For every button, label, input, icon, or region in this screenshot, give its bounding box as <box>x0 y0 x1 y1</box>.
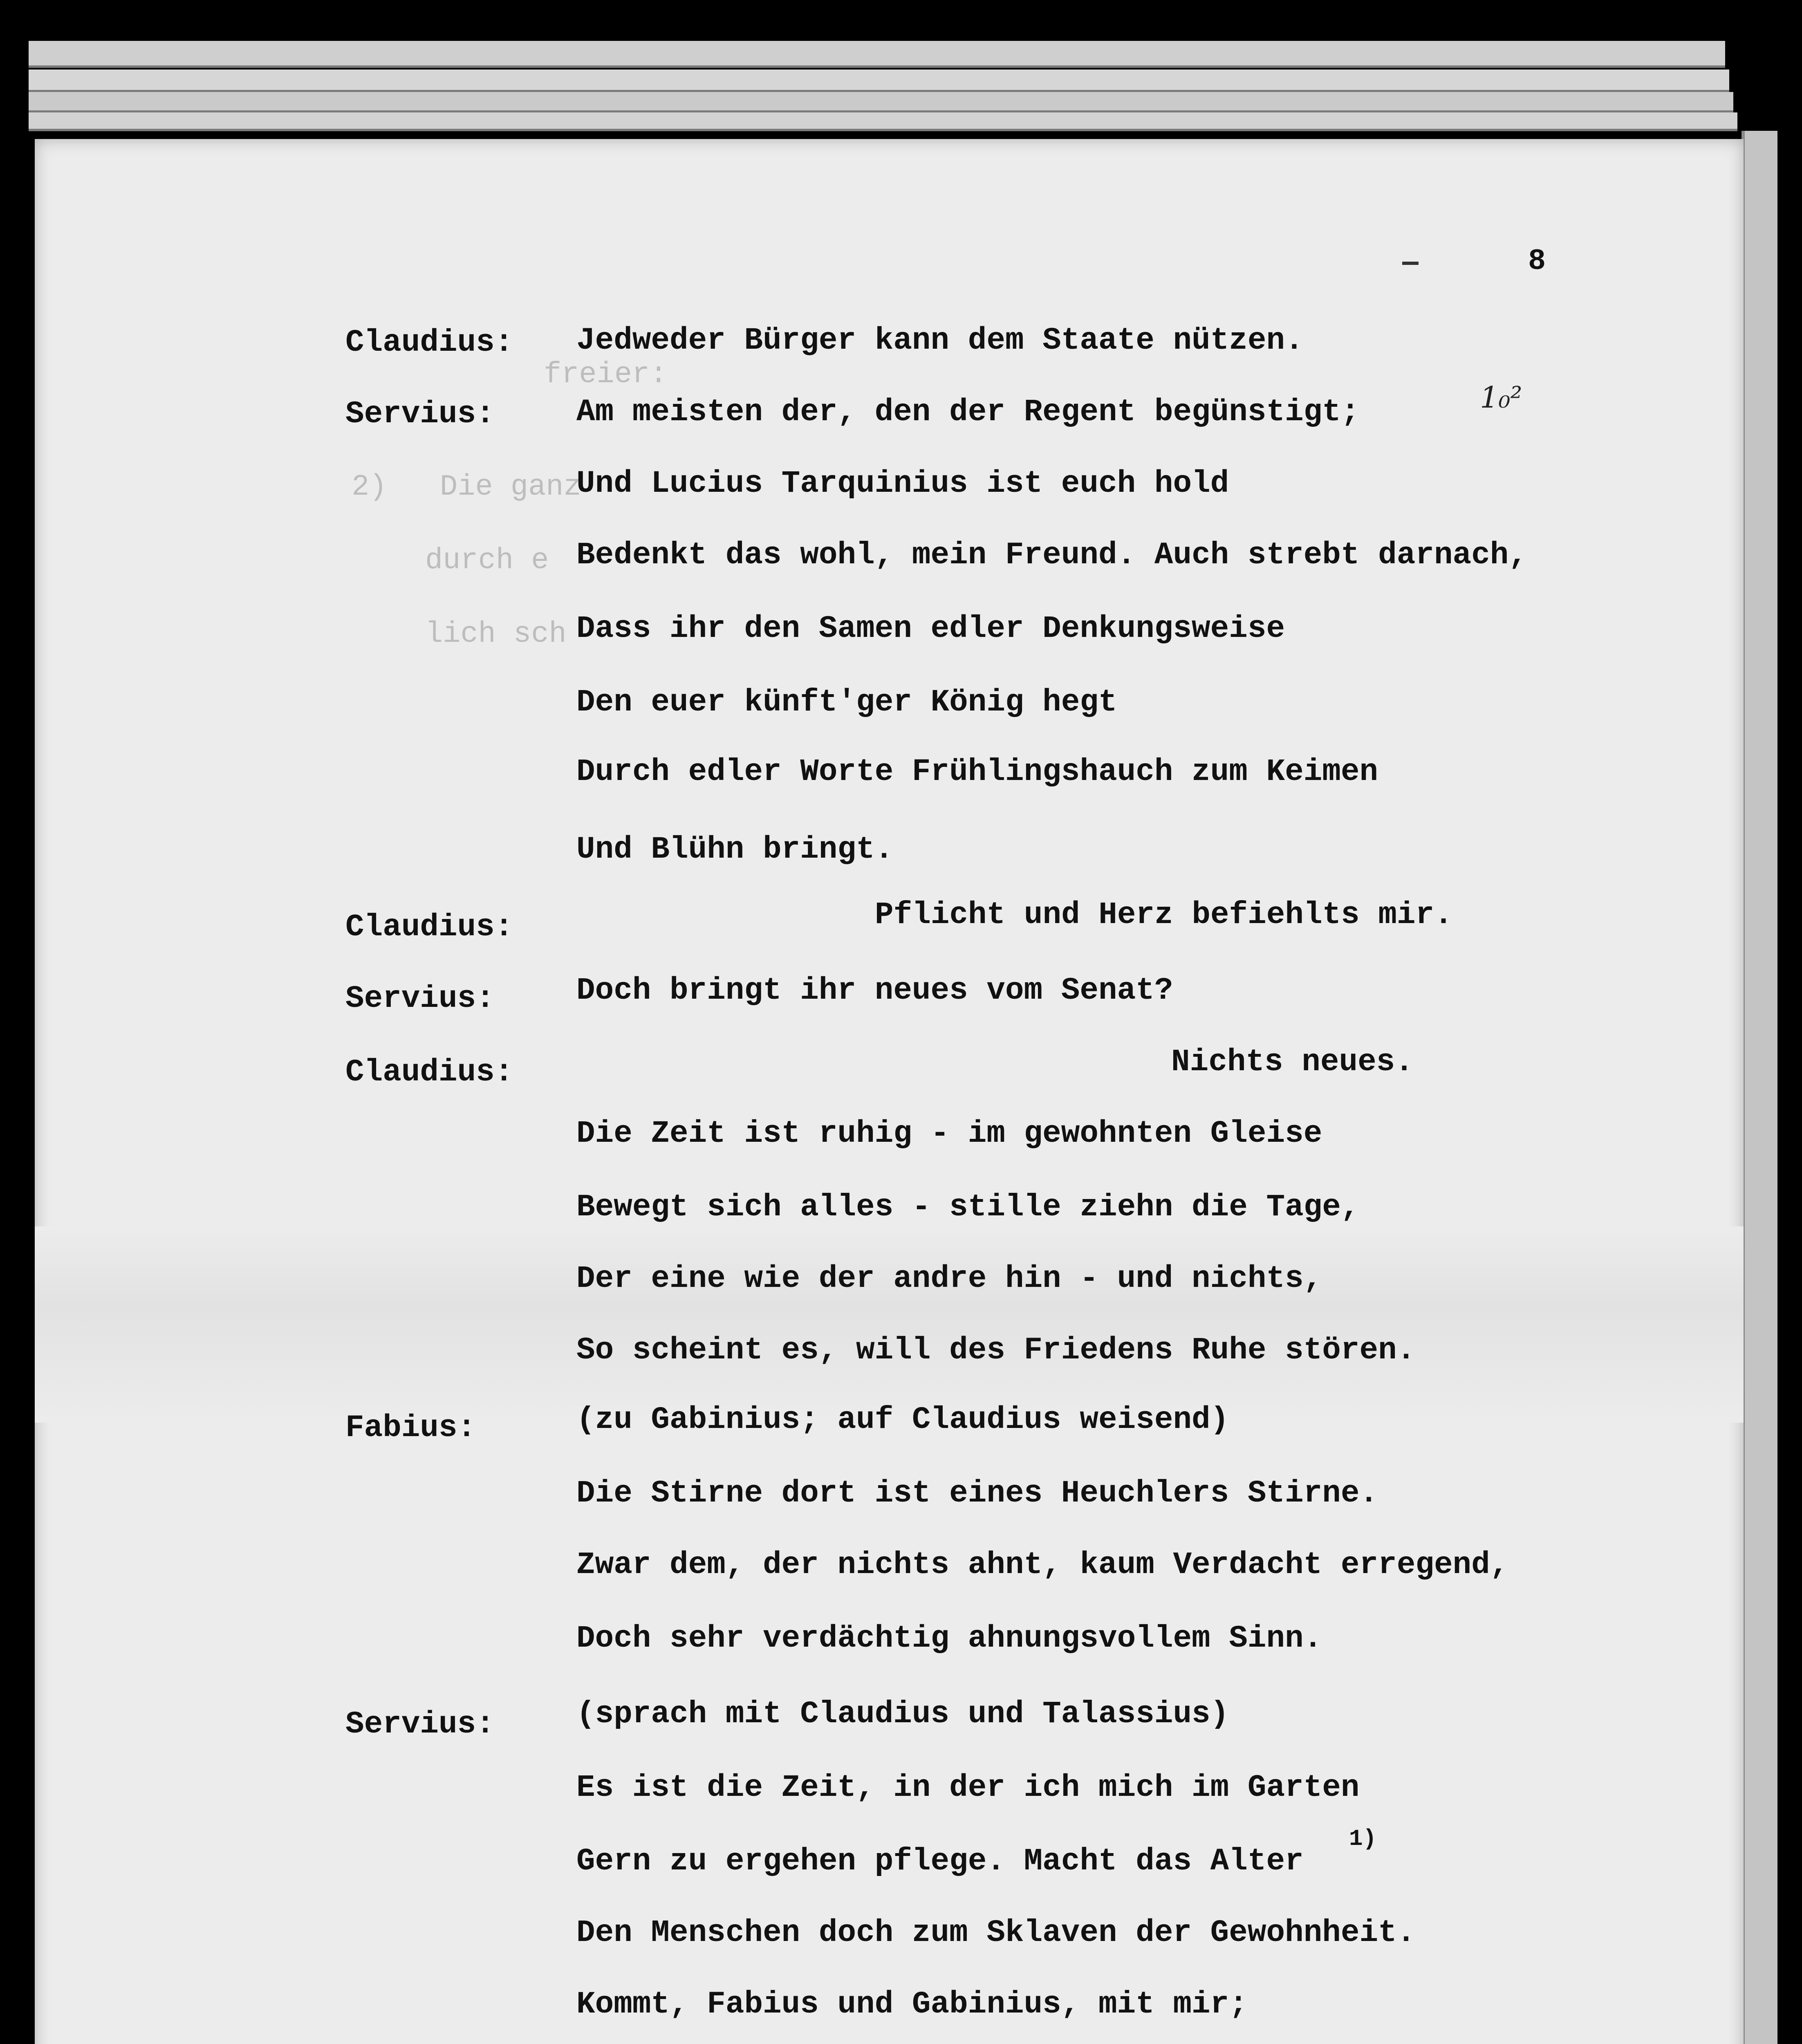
dialogue-line: Es ist die Zeit, in der ich mich im Garten <box>576 1770 1360 1805</box>
speaker-name: Claudius: <box>345 910 513 945</box>
page-number: 8 <box>1528 244 1546 278</box>
dialogue-line: Nichts neues. <box>1171 1044 1414 1080</box>
dialogue-line: (sprach mit Claudius und Talassius) <box>576 1697 1229 1732</box>
speaker-name: Servius: <box>345 1707 495 1742</box>
page-dash-mark <box>1402 262 1419 265</box>
dialogue-line: Den euer künft'ger König hegt <box>576 685 1117 720</box>
handwritten-margin-note: 1₀² <box>1480 380 1522 415</box>
dialogue-line: Die Stirne dort ist eines Heuchlers Stirne. <box>576 1476 1378 1511</box>
dialogue-line: Am meisten der, den der Regent begünstigt; <box>576 394 1360 430</box>
dialogue-line: Doch bringt ihr neues vom Senat? <box>576 973 1173 1008</box>
dialogue-line: Durch edler Worte Frühlingshauch zum Keimen <box>576 754 1378 789</box>
dialogue-line: Die Zeit ist ruhig - im gewohnten Gleise <box>576 1116 1322 1151</box>
dialogue-line: So scheint es, will des Friedens Ruhe stören. <box>576 1333 1416 1368</box>
dialogue-line: Und Blühn bringt. <box>576 832 894 867</box>
speaker-name: Claudius: <box>345 325 513 360</box>
speaker-name: Servius: <box>345 981 495 1016</box>
bleed-through-text: freier: <box>544 358 668 391</box>
dialogue-line: (zu Gabinius; auf Claudius weisend) <box>576 1402 1229 1437</box>
dialogue-line: Zwar dem, der nichts ahnt, kaum Verdacht erregend, <box>576 1547 1509 1582</box>
dialogue-line: Pflicht und Herz befiehlts mir. <box>875 897 1453 932</box>
footnote-ref-text: 1) <box>1349 1826 1377 1852</box>
speaker-name: Servius: <box>345 397 495 432</box>
dialogue-line: Dass ihr den Samen edler Denkungsweise <box>576 611 1285 646</box>
bleed-through-text: lich sch <box>425 617 567 651</box>
dialogue-line: Und Lucius Tarquinius ist euch hold <box>576 466 1229 501</box>
dialogue-line: Jedweder Bürger kann dem Staate nützen. <box>576 323 1304 358</box>
footnote-ref-1 <box>1349 1827 1376 1865</box>
dialogue-line: Doch sehr verdächtig ahnungsvollem Sinn. <box>576 1621 1322 1656</box>
dialogue-line: Kommt, Fabius und Gabinius, mit mir; <box>576 1987 1248 2022</box>
dialogue-line: Bewegt sich alles - stille ziehn die Tage, <box>576 1190 1360 1225</box>
bleed-through-text: durch e <box>425 544 549 577</box>
dialogue-line: Den Menschen doch zum Sklaven der Gewohnheit. <box>576 1915 1416 1950</box>
dialogue-line: Gern zu ergehen pflege. Macht das Alter <box>576 1844 1304 1879</box>
speaker-name: Claudius: <box>345 1055 513 1090</box>
dialogue-line: Der eine wie der andre hin - und nichts, <box>576 1261 1322 1296</box>
bleed-through-text: 2) Die ganz <box>352 470 581 504</box>
speaker-name: Fabius: <box>345 1410 476 1446</box>
dialogue-line: Bedenkt das wohl, mein Freund. Auch strebt darnach, <box>576 538 1527 573</box>
